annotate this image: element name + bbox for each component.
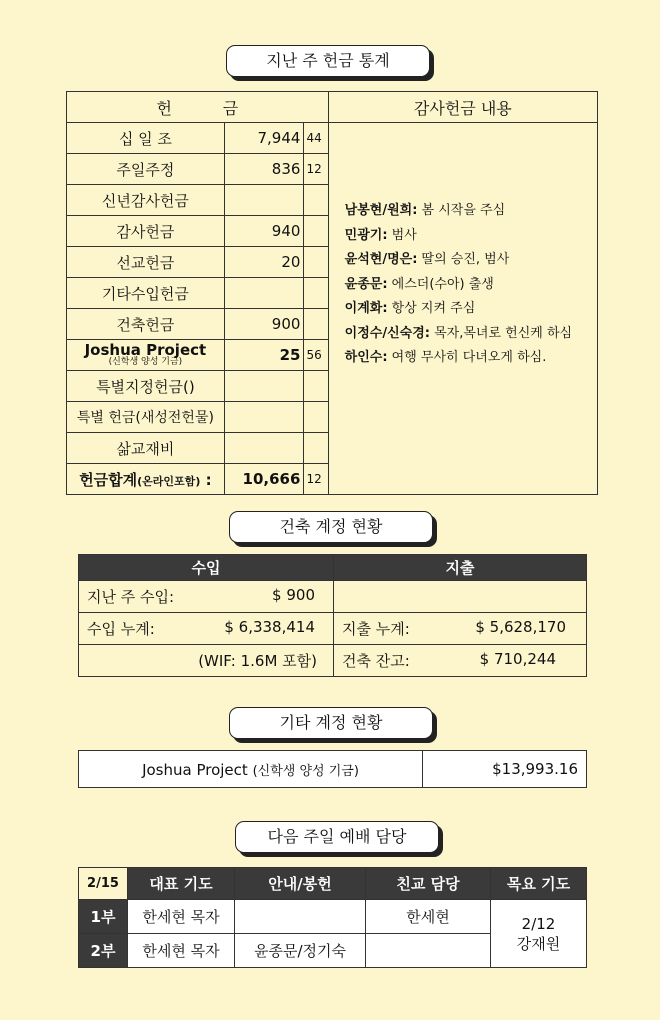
cash-header-row [67, 92, 598, 123]
duty-date: 2/15 [79, 868, 128, 900]
cash-row-amount [224, 278, 304, 309]
cash-row-cents [304, 433, 328, 464]
thanks-name: 윤석현/명은: [344, 252, 418, 267]
thanks-text: 봄 시작을 주심 [417, 203, 506, 218]
thanks-text: 딸의 승진, 범사 [417, 252, 510, 267]
duty-fellowship: 한세현 [366, 900, 491, 934]
cash-row-amount [224, 371, 304, 402]
duty-row [79, 900, 587, 934]
duty-thursday [491, 900, 587, 968]
thanks-content [328, 123, 597, 495]
other-account-name-sub: (신학생 양성 기금) [252, 763, 359, 779]
thanks-item [345, 224, 581, 249]
cash-row-cents: 56 [304, 340, 328, 371]
duty-prayer: 한세현 목자 [128, 900, 235, 934]
cash-total-label-text: 헌금합계 [79, 470, 138, 489]
expense-total-label: 지출 누계: [342, 620, 410, 638]
next-week-title [235, 821, 439, 853]
building-title [229, 511, 433, 543]
building-row [79, 645, 587, 677]
cash-row-cents: 44 [304, 123, 328, 154]
cash-column-header: 헌 금 [67, 92, 329, 123]
cash-row-amount: 900 [224, 309, 304, 340]
balance-value: $ 710,244 [479, 650, 556, 668]
duty-header-prayer: 대표 기도 [128, 868, 235, 900]
cash-stats-title [226, 45, 430, 77]
balance-label: 건축 잔고: [342, 652, 410, 670]
building-title-text: 건축 계정 현황 [279, 517, 383, 536]
duty-header-fellowship: 친교 담당 [366, 868, 491, 900]
duty-usher [235, 900, 366, 934]
balance-cell [334, 645, 587, 677]
other-account-name-cell [79, 751, 423, 788]
cash-row-label-text: Joshua Project [84, 340, 207, 359]
cash-row-label: 십 일 조 [67, 123, 225, 154]
cash-row-label-joshua [67, 340, 225, 371]
thanks-item [345, 322, 581, 347]
cash-row-amount: 25 [224, 340, 304, 371]
duty-header-thursday: 목요 기도 [491, 868, 587, 900]
thanks-text: 범사 [387, 227, 417, 243]
expense-total-cell [334, 613, 587, 645]
duty-header-usher: 안내/봉헌 [235, 868, 366, 900]
cash-total-colon: : [205, 470, 212, 489]
cash-row-label: 선교헌금 [67, 247, 225, 278]
empty-cell [334, 581, 587, 613]
other-accounts-title-text: 기타 계정 현황 [279, 713, 383, 732]
cash-total-cents: 12 [304, 464, 328, 495]
cash-row-label: 특별지정헌금() [67, 371, 225, 402]
cash-row-label: 감사헌금 [67, 216, 225, 247]
cash-row-cents [304, 216, 328, 247]
thanks-item [345, 199, 581, 224]
duty-usher: 윤종문/정기숙 [235, 934, 366, 968]
thanks-item [345, 273, 581, 298]
thanks-text: 항상 지켜 주심 [387, 301, 476, 316]
cash-total-label [67, 464, 225, 495]
cash-row-cents [304, 247, 328, 278]
cash-row-cents: 12 [304, 154, 328, 185]
next-week-title-text: 다음 주일 예배 담당 [267, 827, 407, 846]
expense-total-value: $ 5,628,170 [475, 618, 566, 636]
thursday-name: 강재원 [516, 934, 561, 953]
expense-header: 지출 [334, 555, 587, 581]
wif-note: (WIF: 1.6M 포함) [79, 645, 334, 677]
other-account-value: $13,993.16 [423, 751, 587, 788]
income-header: 수입 [79, 555, 334, 581]
duty-prayer: 한세현 목자 [128, 934, 235, 968]
cash-row-amount [224, 402, 304, 433]
duty-table [78, 867, 587, 968]
thanks-item [345, 297, 581, 322]
thanks-text: 목자,목녀로 헌신케 하심 [429, 325, 573, 341]
duty-part-label: 2부 [79, 934, 128, 968]
income-total-value: $ 6,338,414 [224, 618, 315, 636]
cash-row-amount: 7,944 [224, 123, 304, 154]
cash-stats-table [66, 91, 598, 495]
cash-row-cents [304, 402, 328, 433]
other-accounts-table [78, 750, 587, 788]
last-week-income-cell [79, 581, 334, 613]
other-account-row [79, 751, 587, 788]
cash-row-amount [224, 185, 304, 216]
thanks-item [345, 248, 581, 273]
thanks-name: 이계화: [344, 301, 388, 316]
duty-fellowship [366, 934, 491, 968]
last-week-income-value: $ 900 [272, 586, 315, 604]
building-table [78, 554, 587, 677]
thanks-text: 여행 무사히 다녀오게 하심. [387, 350, 547, 365]
cash-row-label: 기타수입헌금 [67, 278, 225, 309]
thanks-item [345, 346, 581, 371]
thanks-name: 윤종문: [344, 276, 388, 292]
cash-row-label: 특별 헌금(새성전헌물) [67, 402, 225, 433]
cash-row-cents [304, 371, 328, 402]
cash-row-amount: 20 [224, 247, 304, 278]
income-total-cell [79, 613, 334, 645]
duty-header-row [79, 868, 587, 900]
cash-row-cents [304, 278, 328, 309]
thanks-column-header: 감사헌금 내용 [328, 92, 597, 123]
cash-row-label: 신년감사헌금 [67, 185, 225, 216]
thanks-text: 에스더(수아) 출생 [387, 276, 494, 292]
cash-row-amount: 940 [224, 216, 304, 247]
thanks-name: 남봉현/원희: [344, 203, 418, 218]
last-week-income-label: 지난 주 수입: [87, 588, 175, 606]
thanks-name: 이정수/신숙경: [344, 325, 430, 341]
other-accounts-title [229, 707, 433, 739]
cash-row-label: 삶교재비 [67, 433, 225, 464]
other-account-name: Joshua Project [142, 760, 248, 779]
duty-part-label: 1부 [79, 900, 128, 934]
cash-row-cents [304, 185, 328, 216]
cash-row [67, 123, 598, 154]
cash-stats-title-text: 지난 주 헌금 통계 [266, 51, 390, 70]
cash-total-label-small: (온라인포함) [137, 474, 201, 488]
cash-row-label: 건축헌금 [67, 309, 225, 340]
cash-row-sublabel: (신학생 양성 기금) [108, 356, 183, 367]
income-total-label: 수입 누계: [87, 620, 155, 638]
building-header-row [79, 555, 587, 581]
cash-row-amount [224, 433, 304, 464]
cash-total-amount: 10,666 [224, 464, 304, 495]
thursday-date: 2/12 [521, 914, 556, 933]
building-row [79, 581, 587, 613]
building-row [79, 613, 587, 645]
cash-row-label: 주일주정 [67, 154, 225, 185]
cash-row-cents [304, 309, 328, 340]
cash-row-amount: 836 [224, 154, 304, 185]
thanks-name: 민광기: [344, 227, 388, 243]
thanks-name: 하인수: [344, 350, 388, 365]
